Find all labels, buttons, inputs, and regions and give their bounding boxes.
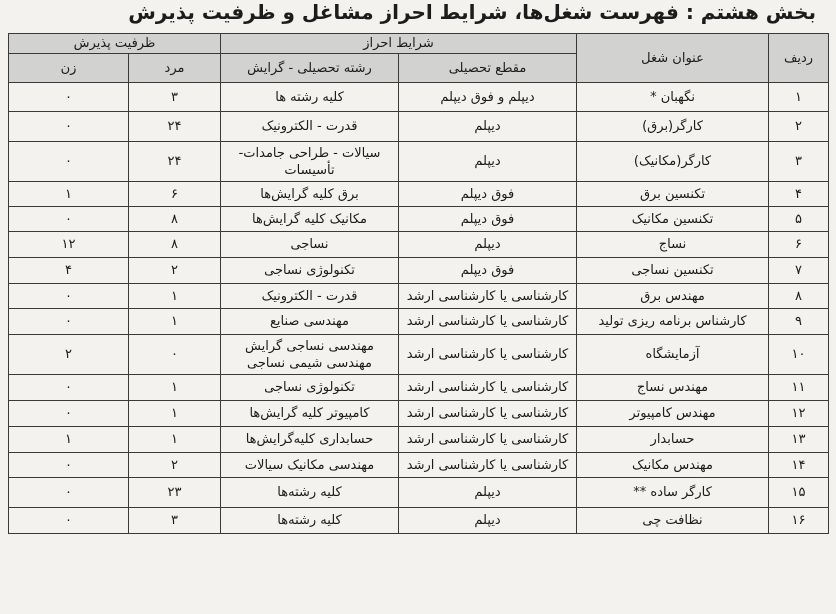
- table-row: [9, 232, 829, 258]
- row-number-cell: ۴: [769, 182, 829, 207]
- header-male: مرد: [129, 54, 221, 83]
- female-count-cell: ۰: [9, 207, 129, 232]
- female-count-cell: ۰: [9, 453, 129, 478]
- row-number-cell: ۱۳: [769, 427, 829, 453]
- male-count-cell: ۸: [129, 232, 221, 258]
- degree-cell: کارشناسی یا کارشناسی ارشد: [399, 401, 577, 427]
- job-title-cell: کارشناس برنامه ریزی تولید: [577, 309, 769, 335]
- table-row: [9, 375, 829, 401]
- degree-cell: کارشناسی یا کارشناسی ارشد: [399, 427, 577, 453]
- male-count-cell: ۲: [129, 258, 221, 284]
- female-count-cell: ۰: [9, 375, 129, 401]
- male-count-cell: ۳: [129, 508, 221, 534]
- row-number-cell: ۱۵: [769, 478, 829, 508]
- male-count-cell: ۲: [129, 453, 221, 478]
- row-number-cell: ۹: [769, 309, 829, 335]
- row-number-cell: ۱۲: [769, 401, 829, 427]
- row-number-cell: ۳: [769, 142, 829, 182]
- field-cell: برق کلیه گرایش‌ها: [221, 182, 399, 207]
- degree-cell: دیپلم: [399, 508, 577, 534]
- job-title-cell: کارگر(برق): [577, 112, 769, 142]
- female-count-cell: ۰: [9, 478, 129, 508]
- degree-cell: فوق دیپلم: [399, 182, 577, 207]
- row-number-cell: ۱۱: [769, 375, 829, 401]
- degree-cell: دیپلم و فوق دیپلم: [399, 83, 577, 112]
- field-line: مهندسی شیمی نساجی: [247, 355, 372, 371]
- table-row: [9, 478, 829, 508]
- job-title-cell: کارگر ساده **: [577, 478, 769, 508]
- field-cell: حسابداری کلیه‌گرایش‌ها: [221, 427, 399, 453]
- row-number-cell: ۸: [769, 284, 829, 309]
- degree-cell: کارشناسی یا کارشناسی ارشد: [399, 453, 577, 478]
- field-cell: [221, 142, 399, 182]
- table-row: [9, 284, 829, 309]
- table-row: [9, 309, 829, 335]
- job-title-cell: حسابدار: [577, 427, 769, 453]
- male-count-cell: ۲۴: [129, 142, 221, 182]
- male-count-cell: ۳: [129, 83, 221, 112]
- table-row: [9, 207, 829, 232]
- male-count-cell: ۱: [129, 401, 221, 427]
- female-count-cell: ۰: [9, 508, 129, 534]
- row-number-cell: ۱۰: [769, 335, 829, 375]
- degree-cell: کارشناسی یا کارشناسی ارشد: [399, 309, 577, 335]
- header-female: زن: [9, 54, 129, 83]
- female-count-cell: ۱: [9, 427, 129, 453]
- table-row: [9, 258, 829, 284]
- header-capacity: ظرفیت پذیرش: [9, 34, 221, 54]
- field-cell: کلیه رشته‌ها: [221, 508, 399, 534]
- header-job-title: عنوان شغل: [577, 34, 769, 83]
- degree-cell: فوق دیپلم: [399, 207, 577, 232]
- male-count-cell: ۲۴: [129, 112, 221, 142]
- table-row: [9, 112, 829, 142]
- female-count-cell: ۱۲: [9, 232, 129, 258]
- row-number-cell: ۱۶: [769, 508, 829, 534]
- field-cell: کلیه رشته ها: [221, 83, 399, 112]
- job-title-cell: مهندس برق: [577, 284, 769, 309]
- male-count-cell: ۰: [129, 335, 221, 375]
- table-row: [9, 453, 829, 478]
- table-row: [9, 427, 829, 453]
- degree-cell: کارشناسی یا کارشناسی ارشد: [399, 335, 577, 375]
- degree-cell: دیپلم: [399, 112, 577, 142]
- degree-cell: فوق دیپلم: [399, 258, 577, 284]
- female-count-cell: ۰: [9, 401, 129, 427]
- degree-cell: کارشناسی یا کارشناسی ارشد: [399, 284, 577, 309]
- field-cell: [221, 335, 399, 375]
- degree-cell: دیپلم: [399, 478, 577, 508]
- field-cell: مهندسی مکانیک سیالات: [221, 453, 399, 478]
- male-count-cell: ۶: [129, 182, 221, 207]
- field-cell: نساجی: [221, 232, 399, 258]
- row-number-cell: ۱۴: [769, 453, 829, 478]
- field-cell: تکنولوژی نساجی: [221, 375, 399, 401]
- field-cell: قدرت - الکترونیک: [221, 284, 399, 309]
- page-title: بخش هشتم : فهرست شغل‌ها، شرایط احراز مشاغل و ظرفیت پذیرش: [128, 0, 816, 24]
- table-row: [9, 401, 829, 427]
- female-count-cell: ۴: [9, 258, 129, 284]
- female-count-cell: ۰: [9, 142, 129, 182]
- field-cell: قدرت - الکترونیک: [221, 112, 399, 142]
- job-title-cell: مهندس مکانیک: [577, 453, 769, 478]
- male-count-cell: ۱: [129, 284, 221, 309]
- table-row: [9, 83, 829, 112]
- male-count-cell: ۲۳: [129, 478, 221, 508]
- field-line: تأسیسات: [284, 162, 335, 178]
- job-title-cell: کارگر(مکانیک): [577, 142, 769, 182]
- job-title-cell: مهندس نساج: [577, 375, 769, 401]
- job-title-cell: مهندس کامپیوتر: [577, 401, 769, 427]
- table-row: [9, 508, 829, 534]
- job-title-cell: نساج: [577, 232, 769, 258]
- job-title-cell: تکنسین مکانیک: [577, 207, 769, 232]
- row-number-cell: ۵: [769, 207, 829, 232]
- field-cell: مکانیک کلیه گرایش‌ها: [221, 207, 399, 232]
- male-count-cell: ۱: [129, 309, 221, 335]
- degree-cell: دیپلم: [399, 232, 577, 258]
- header-row-no: ردیف: [769, 34, 829, 83]
- female-count-cell: ۰: [9, 309, 129, 335]
- row-number-cell: ۱: [769, 83, 829, 112]
- field-cell: کامپیوتر کلیه گرایش‌ها: [221, 401, 399, 427]
- field-cell: کلیه رشته‌ها: [221, 478, 399, 508]
- table-row: [9, 182, 829, 207]
- field-cell: تکنولوژی نساجی: [221, 258, 399, 284]
- field-line: سیالات - طراحی جامدات-: [238, 145, 381, 161]
- job-title-cell: نگهبان *: [577, 83, 769, 112]
- table-body: [9, 83, 829, 534]
- female-count-cell: ۰: [9, 112, 129, 142]
- male-count-cell: ۱: [129, 375, 221, 401]
- female-count-cell: ۰: [9, 284, 129, 309]
- header-degree: مقطع تحصیلی: [399, 54, 577, 83]
- job-title-cell: تکنسین نساجی: [577, 258, 769, 284]
- table-row: [9, 335, 829, 375]
- header-field: رشته تحصیلی - گرایش: [221, 54, 399, 83]
- row-number-cell: ۶: [769, 232, 829, 258]
- job-title-cell: نظافت چی: [577, 508, 769, 534]
- field-line: مهندسی نساجی گرایش: [245, 338, 374, 354]
- male-count-cell: ۱: [129, 427, 221, 453]
- header-conditions: شرایط احراز: [221, 34, 577, 54]
- degree-cell: دیپلم: [399, 142, 577, 182]
- female-count-cell: ۱: [9, 182, 129, 207]
- table-row: [9, 142, 829, 182]
- job-title-cell: تکنسین برق: [577, 182, 769, 207]
- female-count-cell: ۲: [9, 335, 129, 375]
- row-number-cell: ۲: [769, 112, 829, 142]
- jobs-table: [8, 33, 829, 534]
- field-cell: مهندسی صنایع: [221, 309, 399, 335]
- male-count-cell: ۸: [129, 207, 221, 232]
- female-count-cell: ۰: [9, 83, 129, 112]
- job-title-cell: آزمایشگاه: [577, 335, 769, 375]
- row-number-cell: ۷: [769, 258, 829, 284]
- degree-cell: کارشناسی یا کارشناسی ارشد: [399, 375, 577, 401]
